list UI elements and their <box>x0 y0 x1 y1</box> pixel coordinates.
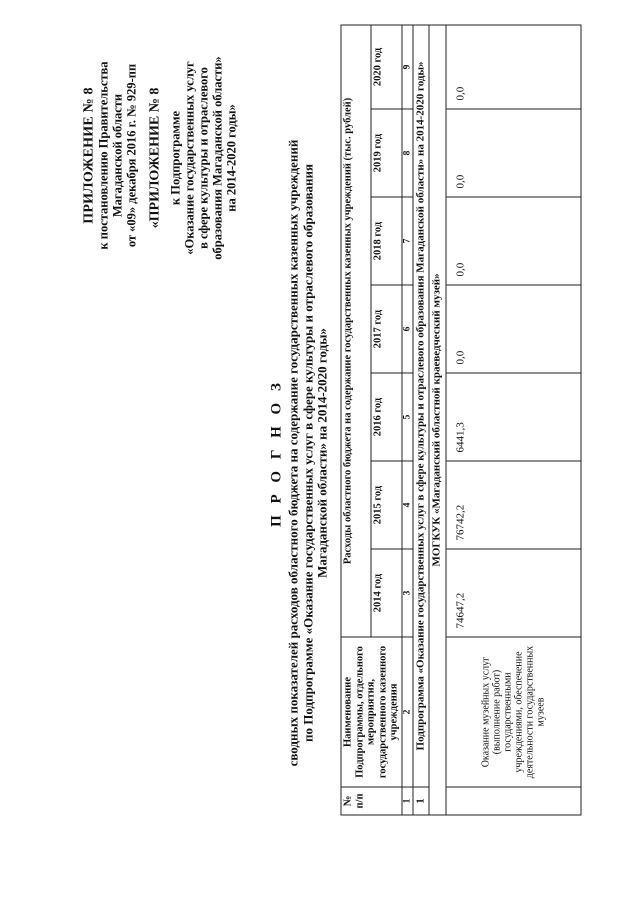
header-year: 2018 год <box>371 197 401 285</box>
header-number: № п/п <box>341 787 402 815</box>
appendix-sub-line: образования Магаданской области» <box>210 55 224 260</box>
header-name: Наименование Подпрограммы, отдельного мероприятия, государственного казенного учреждения <box>341 637 402 787</box>
column-number: 3 <box>401 549 412 637</box>
appendix-sub-title: «ПРИЛОЖЕНИЕ № 8 <box>147 87 162 228</box>
column-number-row <box>401 24 412 814</box>
appendix-resolution-block <box>82 20 138 290</box>
column-number: 6 <box>401 285 412 373</box>
row-value-2018: 0,0 <box>445 197 580 285</box>
appendix-sub-line: на 2014-2020 годы» <box>224 103 238 212</box>
appendix-title: ПРИЛОЖЕНИЕ № 8 <box>81 86 96 224</box>
appendix-line: от «09» декабря 2016 г. № 929-пп <box>124 63 138 247</box>
document-subtitle <box>286 60 330 845</box>
row-value-2019: 0,0 <box>445 109 580 197</box>
appendix-subprogram-block <box>148 15 238 300</box>
row-value-2015: 76742,2 <box>445 461 580 549</box>
program-row-title: Подпрограмма «Оказание государственных услуг в сфере культуры и отраслевого образования Магаданской области» на 2014-2020 годы» <box>412 24 429 786</box>
subtitle-line: по Подпрограмме «Оказание государственных услуг в сфере культуры и отраслевого образования <box>299 163 315 742</box>
row-value-2017: 0,0 <box>445 285 580 373</box>
column-number: 4 <box>401 461 412 549</box>
program-row-number: 1 <box>412 787 429 815</box>
table-row <box>445 24 580 814</box>
header-year: 2019 год <box>371 109 401 197</box>
subtitle-line: Магаданской области» на 2014-2020 годы» <box>314 327 329 578</box>
column-number: 7 <box>401 197 412 285</box>
column-number: 8 <box>401 109 412 197</box>
appendix-sub-line: «Оказание государственных услуг <box>182 60 196 255</box>
column-number: 9 <box>401 24 412 108</box>
forecast-table <box>340 24 581 815</box>
header-year: 2014 год <box>371 549 401 637</box>
row-value-2020: 0,0 <box>445 24 580 108</box>
institution-row <box>429 24 446 814</box>
header-year: 2015 год <box>371 461 401 549</box>
document-title: П Р О Г Н О З <box>268 378 284 527</box>
institution-row-title: МОГКУК «Магаданский областной краеведческий музей» <box>429 24 446 814</box>
header-year: 2016 год <box>371 373 401 461</box>
appendix-line: Магаданской области <box>110 93 124 217</box>
column-number: 5 <box>401 373 412 461</box>
appendix-sub-line: к Подпрограмме <box>168 110 182 205</box>
row-value-2016: 6441,3 <box>445 373 580 461</box>
appendix-line: к постановлению Правительства <box>96 60 110 250</box>
header-expenses: Расходы областного бюджета на содержание государственных казенных учреждений (тыс. рублей) <box>341 24 371 636</box>
row-number <box>445 787 580 815</box>
column-number: 2 <box>401 637 412 787</box>
row-value-2014: 74647,2 <box>445 549 580 637</box>
column-number: 1 <box>401 787 412 815</box>
subtitle-line: сводных показателей расходов областного бюджета на содержание государственных казенных учреждений <box>285 139 300 766</box>
appendix-sub-line: в сфере культуры и отраслевого <box>196 66 210 249</box>
row-name: Оказание музейных услуг (выполнение работ) государственными учреждениями, обеспечение деятельности государственных музеев <box>445 637 580 787</box>
program-row <box>412 24 429 814</box>
header-year: 2020 год <box>371 24 401 108</box>
header-year: 2017 год <box>371 285 401 373</box>
table-header-row <box>341 24 371 814</box>
